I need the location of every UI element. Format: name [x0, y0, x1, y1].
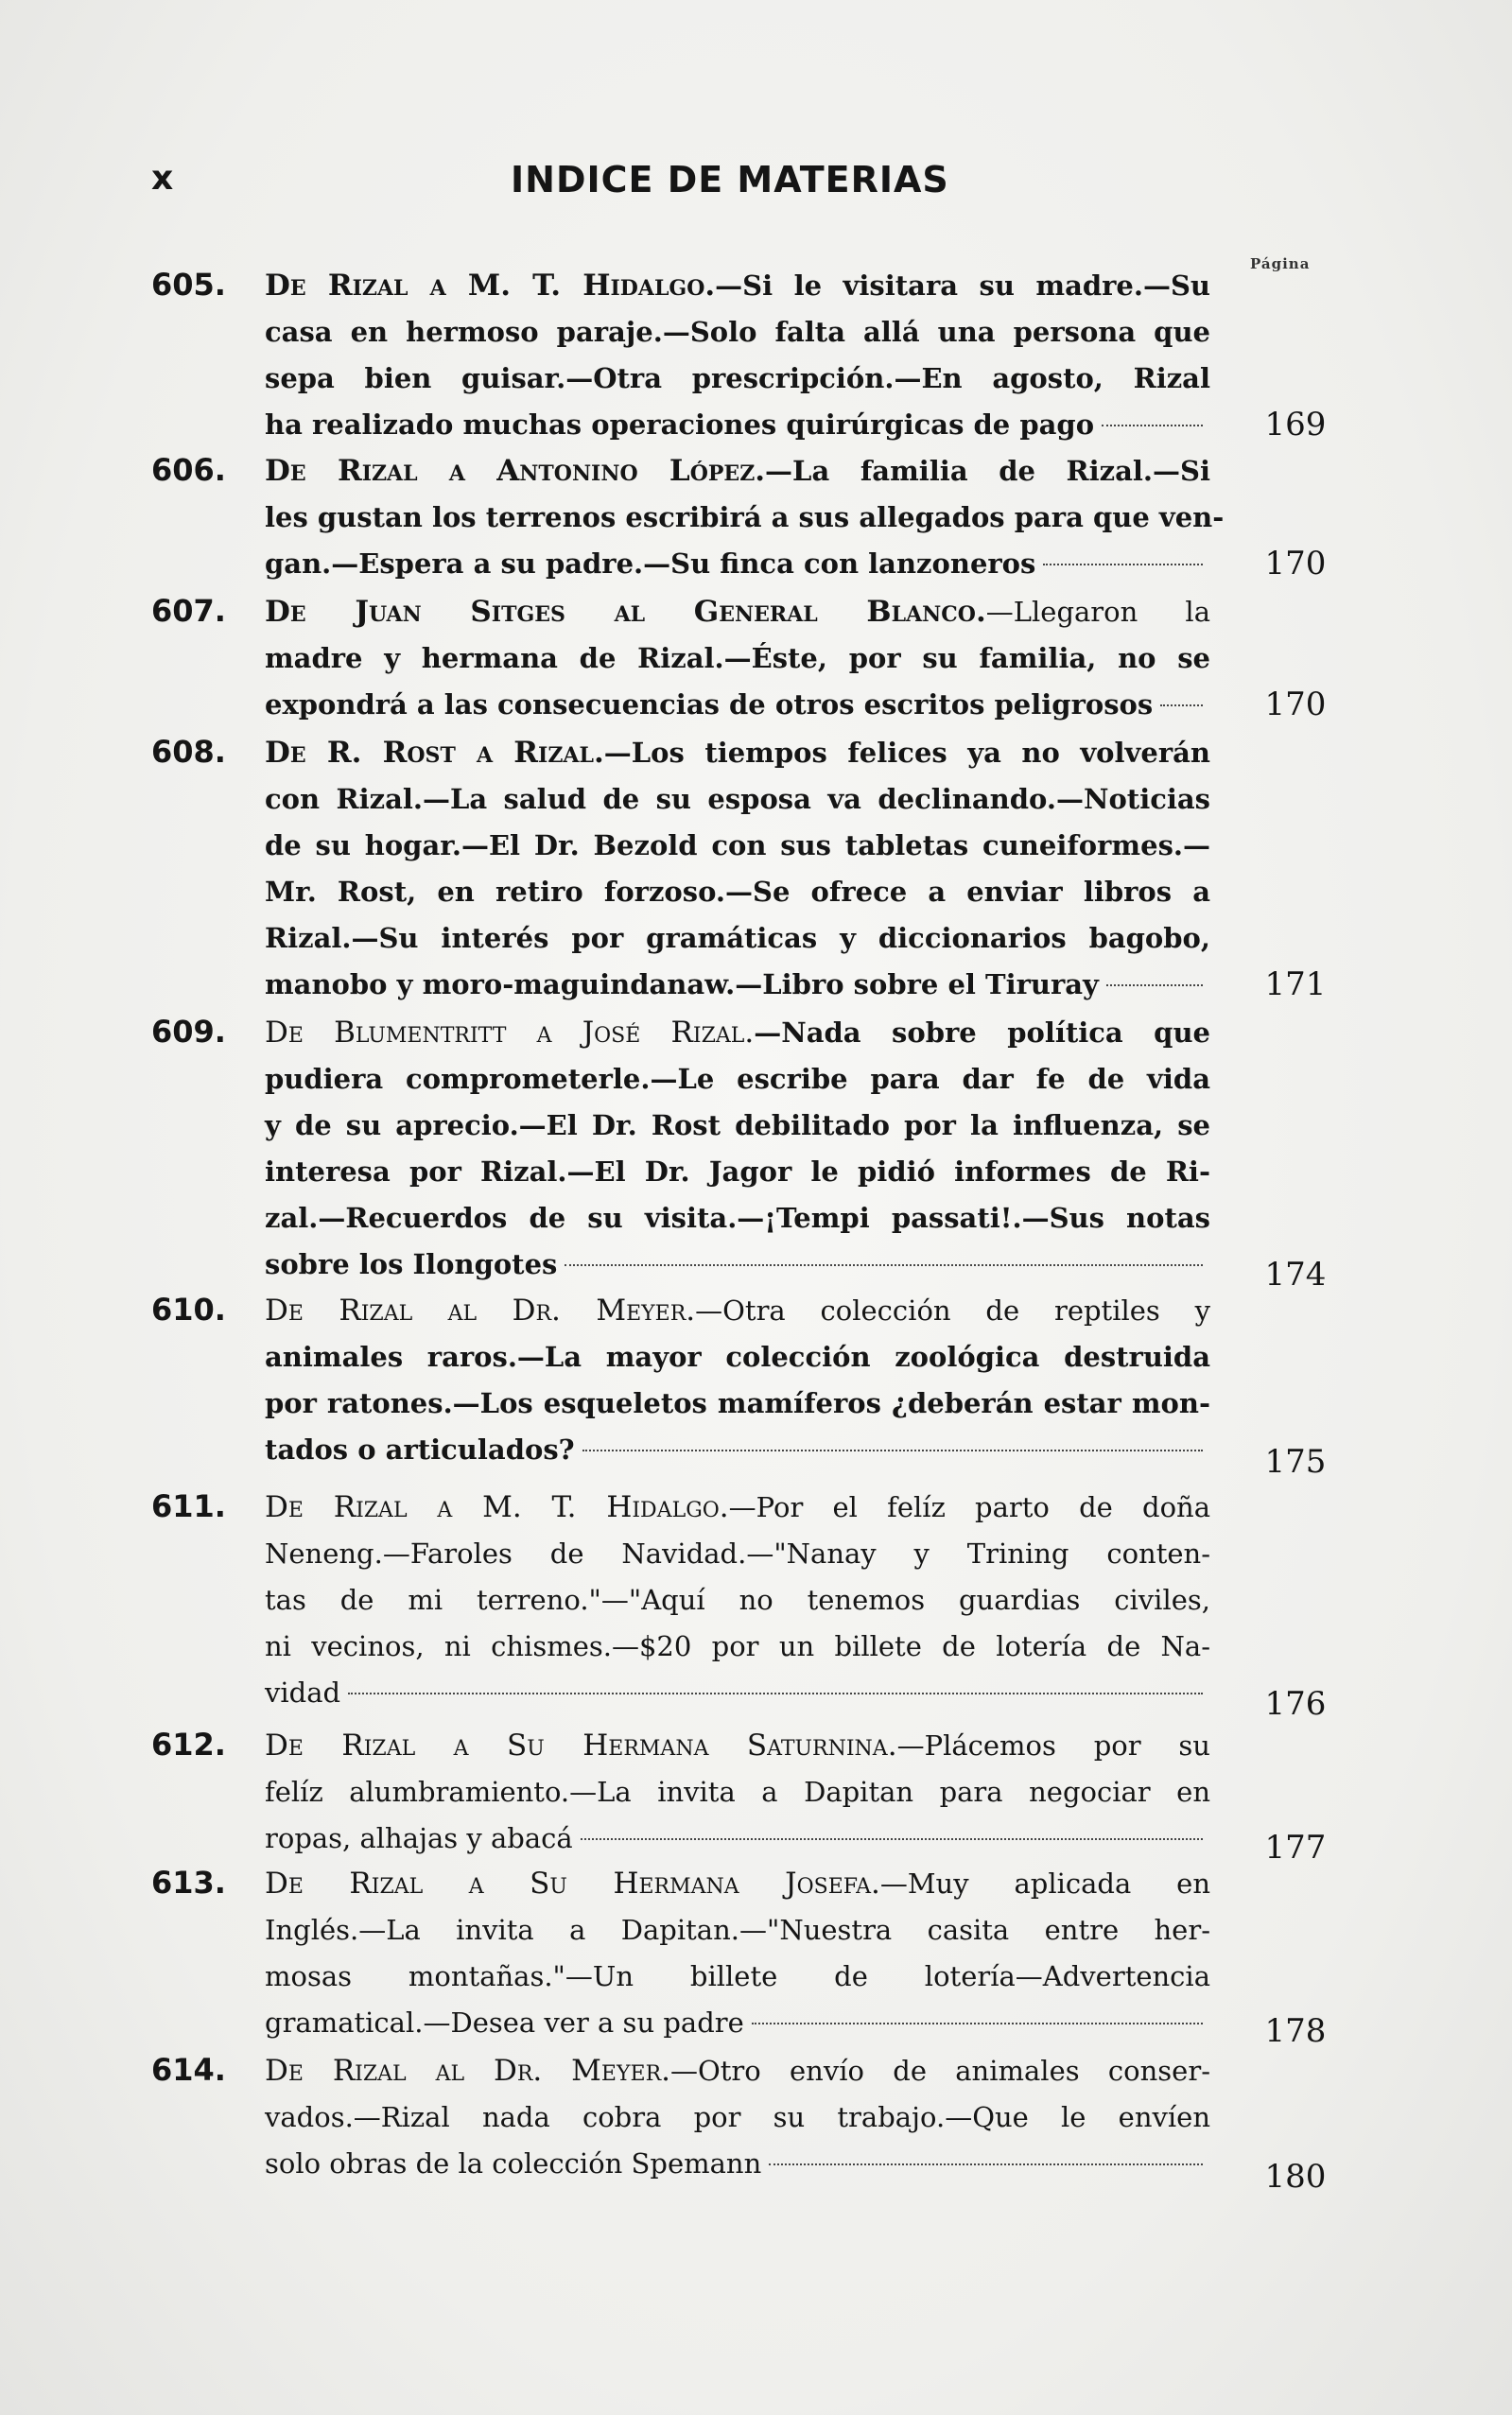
entry-text [265, 589, 1210, 728]
entry-text [265, 2048, 1210, 2187]
entry-number: 609. [151, 1014, 226, 1050]
entry-line: —Por el felíz parto de doña [728, 1491, 1210, 1523]
entry-line: interesa por Rizal.—El Dr. Jagor le pidió informes de Ri- [265, 1155, 1210, 1188]
entry-number: 605. [151, 267, 226, 303]
entry-line: solo obras de la colección Spemann [265, 2147, 762, 2180]
entry-line: Mr. Rost, en retiro forzoso.—Se ofrece a enviar libros a [265, 876, 1210, 908]
entry-line: —Otro envío de animales conser- [669, 2055, 1210, 2087]
entry-number: 608. [151, 734, 226, 770]
entry-number: 612. [151, 1727, 226, 1763]
entry-line: ni vecinos, ni chismes.—$20 por un billete de lotería de Na- [265, 1630, 1210, 1662]
entry-line: —Plácemos por su [896, 1729, 1210, 1762]
entry-number: 606. [151, 452, 226, 488]
dot-leader [582, 1450, 1203, 1451]
entry-line: —Llegaron la [985, 596, 1210, 628]
entry-line: les gustan los terrenos escribirá a sus allegados para que ven- [265, 501, 1225, 533]
entry-line: expondrá a las consecuencias de otros escritos peligrosos [265, 688, 1154, 721]
entry-heading: De Rizal a M. T. Hidalgo. [265, 1490, 729, 1524]
roman-page-number: x [151, 159, 174, 198]
entry-page-number: 178 [1264, 2012, 1327, 2050]
entry-text [265, 1010, 1210, 1288]
entry-line: madre y hermana de Rizal.—Éste, por su familia, no se [265, 642, 1210, 674]
entry-heading: De R. Rost a Rizal. [265, 736, 604, 770]
entry-heading: De Rizal a Su Hermana Josefa. [265, 1867, 880, 1901]
entry-line: tados o articulados? [265, 1433, 575, 1466]
entry-line: —Nada sobre política que [754, 1016, 1210, 1049]
entry-line: casa en hermoso paraje.—Solo falta allá una persona que [265, 316, 1210, 348]
entry-line: vidad [265, 1677, 341, 1709]
entry-line: gan.—Espera a su padre.—Su finca con lanzoneros [265, 547, 1036, 580]
entry-text [265, 730, 1210, 1008]
dot-leader [1102, 425, 1203, 426]
dot-leader [1160, 704, 1203, 706]
entry-number: 614. [151, 2052, 226, 2088]
entry-page-number: 177 [1264, 1829, 1327, 1867]
page-header [151, 159, 1267, 216]
entry-line: pudiera comprometerle.—Le escribe para dar fe de vida [265, 1063, 1210, 1095]
entry-line: zal.—Recuerdos de su visita.—¡Tempi passati!.—Sus notas [265, 1202, 1210, 1234]
entry-number: 607. [151, 593, 226, 629]
entry-line: por ratones.—Los esqueletos mamíferos ¿deberán estar mon- [265, 1387, 1210, 1419]
entry-line: Inglés.—La invita a Dapitan.—"Nuestra casita entre her- [265, 1914, 1210, 1946]
entry-heading: De Rizal a Su Hermana Saturnina. [265, 1729, 897, 1763]
entry-number: 611. [151, 1488, 226, 1524]
dot-leader [565, 1264, 1203, 1266]
entry-text [265, 263, 1210, 448]
page-column-label: Página [1250, 255, 1311, 272]
entry-line: sepa bien guisar.—Otra prescripción.—En agosto, Rizal [265, 362, 1210, 394]
entry-line: felíz alumbramiento.—La invita a Dapitan para negociar en [265, 1776, 1210, 1808]
entry-text [265, 1288, 1210, 1473]
entry-line: mosas montañas."—Un billete de lotería—Advertencia [265, 1960, 1210, 1992]
dot-leader [581, 1838, 1203, 1840]
entry-line: Rizal.—Su interés por gramáticas y diccionarios bagobo, [265, 922, 1210, 954]
page-title: INDICE DE MATERIAS [511, 159, 949, 200]
entry-heading: De Rizal a Antonino López. [265, 454, 766, 488]
entry-line: sobre los Ilongotes [265, 1248, 558, 1280]
entry-page-number: 170 [1264, 545, 1327, 582]
entry-page-number: 174 [1264, 1256, 1327, 1294]
entry-page-number: 175 [1264, 1443, 1327, 1481]
entry-line: ropas, alhajas y abacá [265, 1822, 573, 1854]
entry-line: —Los tiempos felices ya no volverán [603, 737, 1210, 769]
dot-leader [769, 2163, 1203, 2165]
entry-page-number: 180 [1264, 2158, 1327, 2196]
dot-leader [348, 1693, 1203, 1694]
entry-heading: De Rizal al Dr. Meyer. [265, 2054, 670, 2088]
entry-line: —Si le visitara su madre.—Su [715, 269, 1211, 302]
entry-text [265, 1723, 1210, 1862]
dot-leader [1106, 984, 1203, 986]
entry-page-number: 169 [1264, 406, 1327, 443]
entry-page-number: 171 [1264, 965, 1327, 1003]
entry-line: gramatical.—Desea ver a su padre [265, 2007, 744, 2039]
entry-page-number: 176 [1264, 1685, 1327, 1723]
entry-number: 613. [151, 1865, 226, 1901]
dot-leader [1043, 564, 1203, 565]
entry-line: tas de mi terreno."—"Aquí no tenemos guardias civiles, [265, 1584, 1210, 1616]
entry-page-number: 170 [1264, 686, 1327, 723]
entry-line: —Otra colección de reptiles y [695, 1294, 1210, 1327]
entry-line: —La familia de Rizal.—Si [765, 455, 1210, 487]
entry-line: y de su aprecio.—El Dr. Rost debilitado por la influenza, se [265, 1109, 1210, 1141]
entry-text [265, 448, 1225, 587]
entry-line: Neneng.—Faroles de Navidad.—"Nanay y Trining conten- [265, 1538, 1210, 1570]
entry-heading: De Rizal al Dr. Meyer. [265, 1294, 696, 1328]
entry-line: manobo y moro-maguindanaw.—Libro sobre el Tiruray [265, 968, 1099, 1000]
entry-line: de su hogar.—El Dr. Bezold con sus tabletas cuneiformes.— [265, 829, 1210, 861]
entry-line: vados.—Rizal nada cobra por su trabajo.—Que le envíen [265, 2101, 1210, 2133]
entry-heading: De Juan Sitges al General Blanco. [265, 595, 986, 629]
entry-text [265, 1485, 1210, 1716]
entry-line: ha realizado muchas operaciones quirúrgicas de pago [265, 408, 1095, 441]
entry-heading: De Rizal a M. T. Hidalgo. [265, 269, 716, 303]
entry-line: —Muy aplicada en [879, 1868, 1210, 1900]
entry-number: 610. [151, 1292, 226, 1328]
dot-leader [752, 2023, 1203, 2024]
entry-heading: De Blumentritt a José Rizal. [265, 1016, 755, 1050]
entry-line: animales raros.—La mayor colección zoológica destruida [265, 1341, 1210, 1373]
entry-text [265, 1861, 1210, 2046]
entry-line: con Rizal.—La salud de su esposa va declinando.—Noticias [265, 783, 1210, 815]
